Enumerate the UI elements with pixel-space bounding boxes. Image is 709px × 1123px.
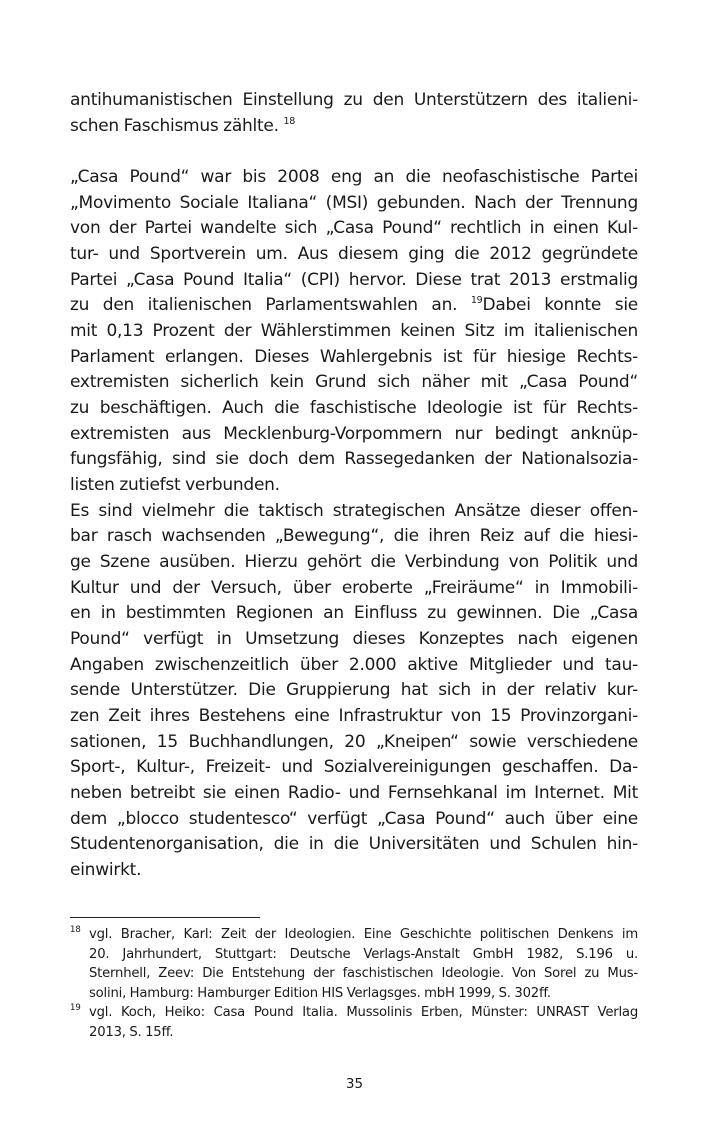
footnote-number: 19 — [70, 1003, 81, 1013]
body-line: neben betreibt sie einen Radio- und Fernsehkanal im Internet. Mit — [70, 783, 638, 803]
body-line: mit 0,13 Prozent der Wählerstimmen keinen Sitz im italienischen — [70, 321, 638, 341]
body-line: Es sind vielmehr die taktisch strategischen Ansätze dieser offen- — [70, 501, 638, 521]
body-line-tail: Dabei konnte sie — [482, 295, 639, 315]
body-line: zu beschäftigen. Auch die faschistische Ideologie ist für Rechts- — [70, 398, 638, 418]
footnote-line: 2013, S. 15ff. — [89, 1024, 174, 1040]
body-line: Angaben zwischenzeitlich über 2.000 aktive Mitglieder und tau- — [70, 655, 638, 675]
body-line — [70, 293, 638, 319]
footnote-line: 20. Jahrhundert, Stuttgart: Deutsche Verlags-Anstalt GmbH 1982, S.196 u. — [89, 946, 638, 962]
body-line: en in bestimmten Regionen an Einfluss zu gewinnen. Die „Casa — [70, 603, 638, 623]
body-line-text: schen Faschismus zählte. — [70, 116, 279, 136]
body-line-text: zu den italienischen Parlamentswahlen an. — [70, 295, 458, 315]
body-line: zen Zeit ihres Bestehens eine Infrastruktur von 15 Provinzorgani- — [70, 706, 638, 726]
body-line: ge Szene ausüben. Hierzu gehört die Verbindung von Politik und — [70, 552, 638, 572]
body-line: Studentenorganisation, die in die Universitäten und Schulen hin- — [70, 834, 638, 854]
body-line — [70, 114, 638, 140]
body-line: sationen, 15 Buchhandlungen, 20 „Kneipen“ sowie verschiedene — [70, 732, 638, 752]
body-line: fungsfähig, sind sie doch dem Rassegedanken der Nationalsozia- — [70, 449, 638, 469]
body-line: „Casa Pound“ war bis 2008 eng an die neofaschistische Partei — [70, 167, 638, 187]
body-line: Parlament erlangen. Dieses Wahlergebnis ist für hiesige Rechts- — [70, 347, 638, 367]
footnote-number: 18 — [70, 925, 81, 935]
body-line: Sport-, Kultur-, Freizeit- und Sozialvereinigungen geschaffen. Da- — [70, 757, 638, 777]
body-line: Partei „Casa Pound Italia“ (CPI) hervor. Diese trat 2013 erstmalig — [70, 270, 638, 290]
footnote-line: Sternhell, Zeev: Die Entstehung der faschistischen Ideologie. Von Sorel zu Mus- — [89, 966, 638, 981]
body-line: antihumanistischen Einstellung zu den Unterstützern des italieni- — [70, 90, 638, 110]
body-line: extremisten sicherlich kein Grund sich näher mit „Casa Pound“ — [70, 372, 638, 392]
body-line: tur- und Sportverein um. Aus diesem ging die 2012 gegründete — [70, 244, 638, 264]
body-line: dem „blocco studentesco“ verfügt „Casa Pound“ auch über eine — [70, 809, 638, 829]
footnote-line: solini, Hamburg: Hamburger Edition HIS Verlagsges. mbH 1999, S. 302ff. — [89, 985, 551, 1001]
footnote-line: vgl. Bracher, Karl: Zeit der Ideologien. Eine Geschichte politischen Denkens im — [89, 927, 638, 942]
body-line: „Movimento Sociale Italiana“ (MSI) gebunden. Nach der Trennung — [70, 193, 638, 213]
body-line: von der Partei wandelte sich „Casa Pound“ rechtlich in einen Kul- — [70, 218, 638, 238]
footnote-ref-19: 19 — [470, 295, 483, 306]
body-line: sende Unterstützer. Die Gruppierung hat sich in der relativ kur- — [70, 680, 638, 700]
footnote-separator — [70, 917, 260, 918]
body-line: listen zutiefst verbunden. — [70, 475, 280, 495]
body-line: extremisten aus Mecklenburg-Vorpommern nur bedingt anknüp- — [70, 424, 638, 444]
body-line: Kultur und der Versuch, über eroberte „Freiräume“ in Immobili- — [70, 578, 638, 598]
footnote-line: vgl. Koch, Heiko: Casa Pound Italia. Mussolinis Erben, Münster: UNRAST Verlag — [89, 1005, 638, 1020]
page-number: 35 — [345, 1076, 364, 1092]
body-line: bar rasch wachsenden „Bewegung“, die ihren Reiz auf die hiesi- — [70, 526, 638, 546]
footnote-ref-18: 18 — [283, 116, 296, 127]
body-line: Pound“ verfügt in Umsetzung dieses Konzeptes nach eigenen — [70, 629, 638, 649]
body-line: einwirkt. — [70, 860, 142, 880]
